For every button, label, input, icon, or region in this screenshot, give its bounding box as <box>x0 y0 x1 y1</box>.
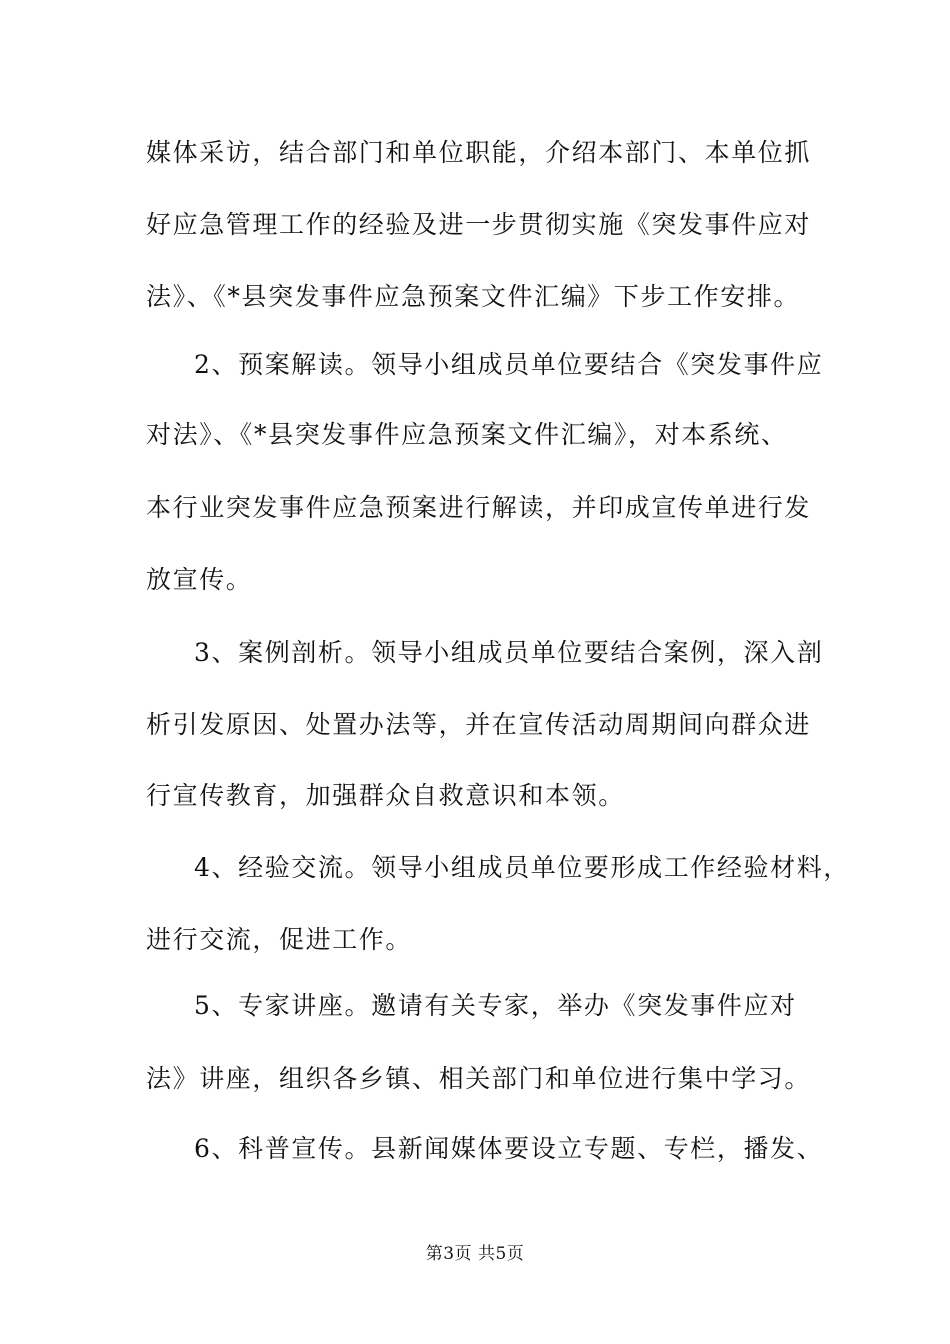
text-line: 法》讲座，组织各乡镇、相关部门和单位进行集中学习。 <box>146 1064 812 1093</box>
paragraph-start-line: 6、科普宣传。县新闻媒体要设立专题、专栏，播发、 <box>194 1134 824 1163</box>
text-line: 媒体采访，结合部门和单位职能，介绍本部门、本单位抓 <box>146 138 812 167</box>
text-line: 析引发原因、处置办法等，并在宣传活动周期间向群众进 <box>146 710 812 739</box>
page-number-footer: 第3页 共5页 <box>425 1244 525 1264</box>
text-line: 放宣传。 <box>146 565 253 594</box>
paragraph-start-line: 5、专家讲座。邀请有关专家，举办《突发事件应对 <box>194 991 797 1020</box>
text-line: 法》、《*县突发事件应急预案文件汇编》下步工作安排。 <box>146 282 801 311</box>
text-line: 好应急管理工作的经验及进一步贯彻实施《突发事件应对 <box>146 210 812 239</box>
text-line: 行宣传教育，加强群众自救意识和本领。 <box>146 781 625 810</box>
paragraph-start-line: 3、案例剖析。领导小组成员单位要结合案例，深入剖 <box>194 638 824 667</box>
paragraph-start-line: 2、预案解读。领导小组成员单位要结合《突发事件应 <box>194 350 824 379</box>
text-line: 对法》、《*县突发事件应急预案文件汇编》，对本系统、 <box>146 420 788 449</box>
paragraph-start-line: 4、经验交流。领导小组成员单位要形成工作经验材料， <box>194 853 850 882</box>
text-line: 进行交流，促进工作。 <box>146 925 413 954</box>
text-line: 本行业突发事件应急预案进行解读，并印成宣传单进行发 <box>146 493 812 522</box>
